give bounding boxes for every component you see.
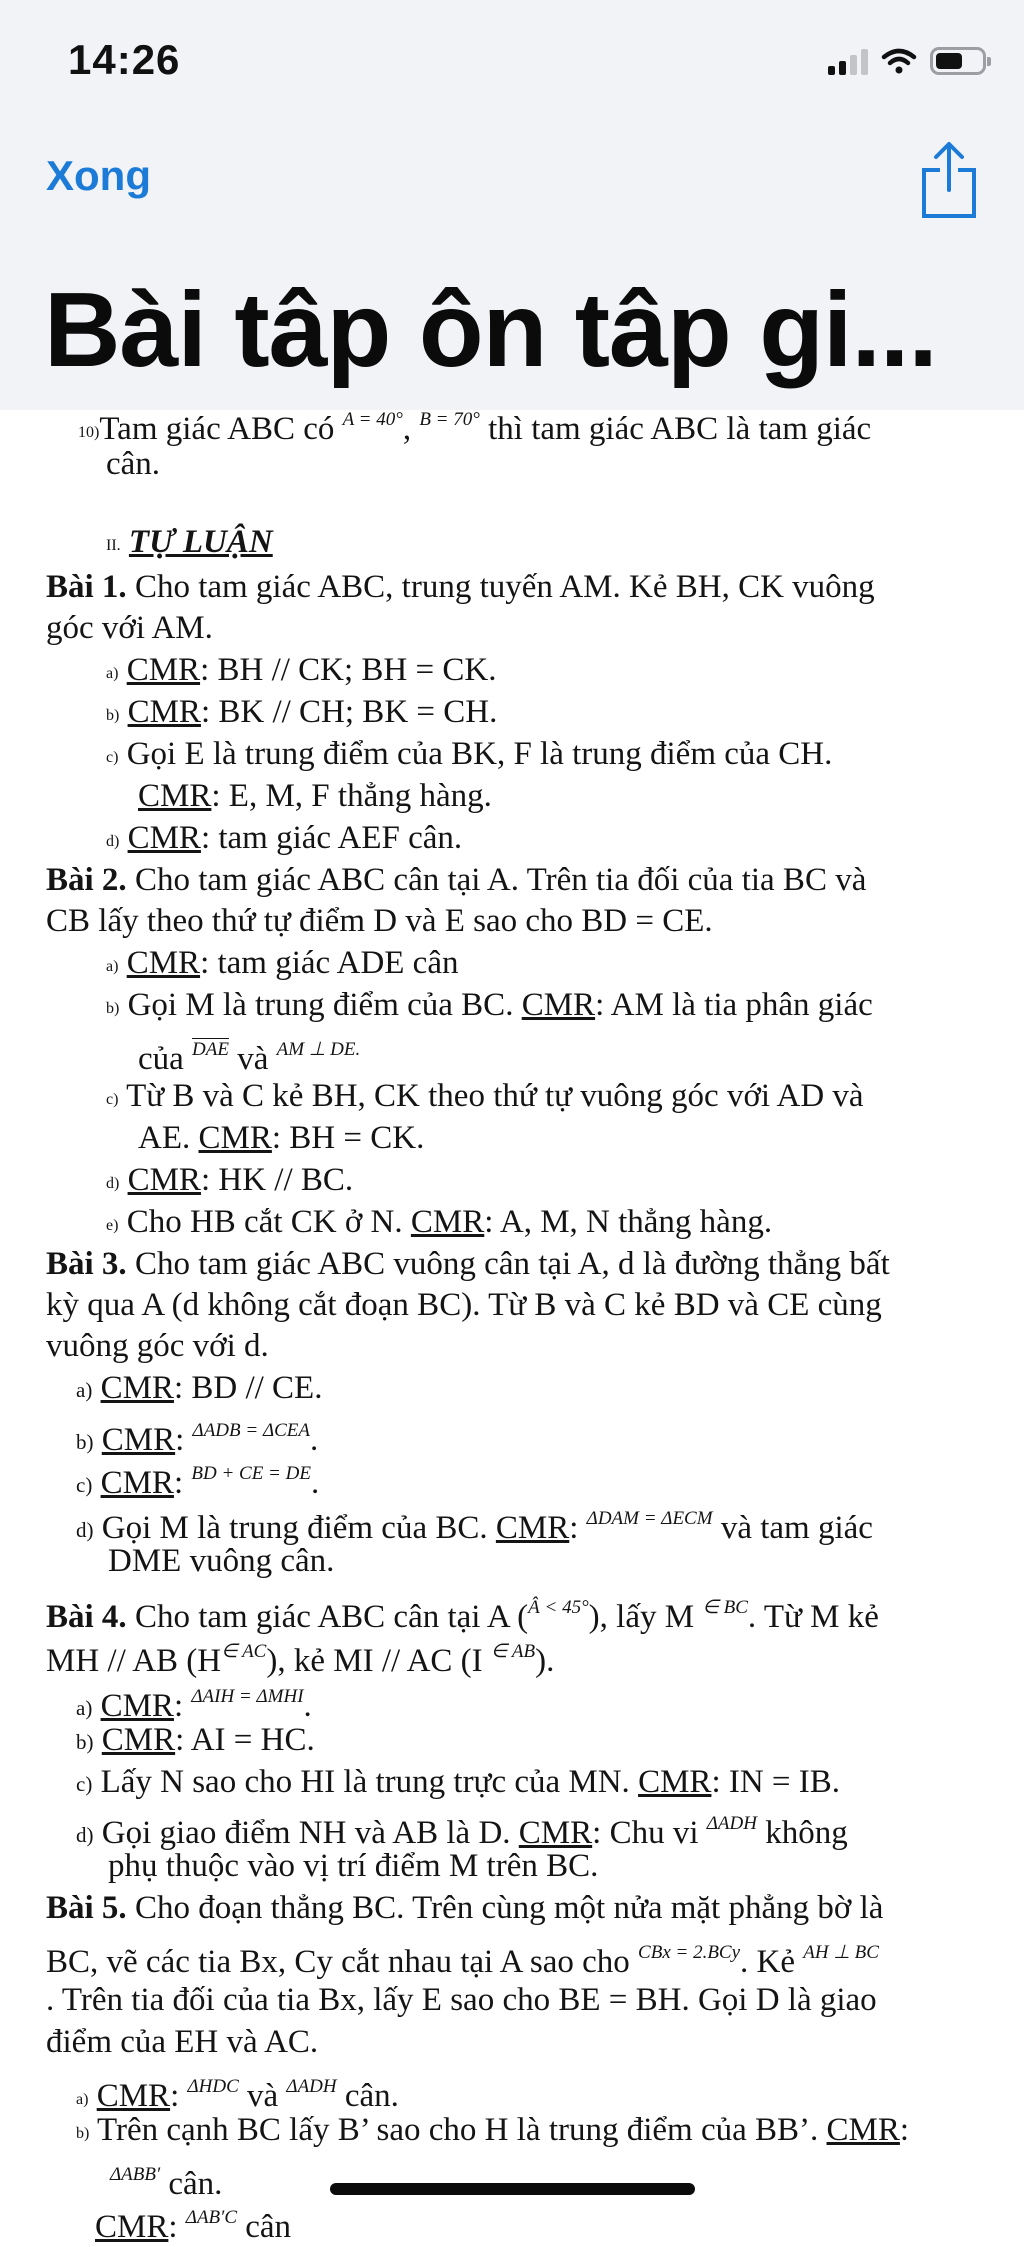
exercise-4d: d) Gọi giao điểm NH và AB là D. CMR: Chu vi $^{\Delta ADH}$ không xyxy=(76,1813,848,1851)
exercise-3a: a) CMR: BD // CE. xyxy=(76,1370,323,1406)
exercise-4b: b) CMR: AI = HC. xyxy=(76,1722,315,1758)
exercise-3-intro-cont-2: vuông góc với d. xyxy=(46,1328,269,1364)
exercise-1-intro: Bài 1. Cho tam giác ABC, trung tuyến AM. Kẻ BH, CK vuông xyxy=(46,569,875,605)
battery-icon xyxy=(930,47,986,75)
exercise-3-intro: Bài 3. Cho tam giác ABC vuông cân tại A, d là đường thẳng bất xyxy=(46,1246,890,1282)
exercise-2c-cont: AE. CMR: BH = CK. xyxy=(138,1120,425,1156)
exercise-4-intro: Bài 4. Cho tam giác ABC cân tại A ($^{Â < 45^\circ}$), lấy M $^{\in BC}$. Từ M kẻ xyxy=(46,1597,879,1635)
done-button[interactable]: Xong xyxy=(46,152,151,199)
exercise-5c-partial: CMR: $^{\Delta AB'C}$ cân xyxy=(95,2207,292,2245)
exercise-3d: d) Gọi M là trung điểm của BC. CMR: $^{\Delta DAM = \Delta ECM}$ và tam giác xyxy=(76,1508,873,1546)
navigation-header xyxy=(0,0,1024,410)
exercise-2b: b) Gọi M là trung điểm của BC. CMR: AM là tia phân giác xyxy=(106,987,873,1023)
exercise-2a: a) CMR: tam giác ADE cân xyxy=(106,945,459,981)
exercise-3b: b) CMR: $^{\Delta ADB = \Delta CEA}$. xyxy=(76,1420,319,1458)
exercise-5-intro-cont: BC, vẽ các tia Bx, Cy cắt nhau tại A sao cho $^{CBx = 2.BCy}$. Kẻ $^{AH \perp BC}$ xyxy=(46,1942,879,1980)
exercise-2c: c) Từ B và C kẻ BH, CK theo thứ tự vuông góc với AD và xyxy=(106,1078,864,1114)
wifi-icon xyxy=(882,48,916,74)
share-icon[interactable] xyxy=(918,140,980,220)
home-indicator[interactable] xyxy=(330,2183,695,2195)
exercise-5b: b) Trên cạnh BC lấy B’ sao cho H là trung điểm của BB’. CMR: xyxy=(76,2112,910,2148)
exercise-1b: b) CMR: BK // CH; BK = CH. xyxy=(106,694,498,730)
exercise-5-intro-cont-2: . Trên tia đối của tia Bx, lấy E sao cho BE = BH. Gọi D là giao xyxy=(46,1982,877,2018)
exercise-3c: c) CMR: $^{BD + CE = DE}$. xyxy=(76,1463,320,1501)
exercise-1-intro-cont: góc với AM. xyxy=(46,610,213,646)
exercise-5-intro-cont-3: điểm của EH và AC. xyxy=(46,2024,319,2060)
exercise-5-intro: Bài 5. Cho đoạn thẳng BC. Trên cùng một nửa mặt phẳng bờ là xyxy=(46,1890,884,1926)
exercise-4a: a) CMR: $^{\Delta AIH = \Delta MHI}$. xyxy=(76,1686,312,1724)
section-heading: II. TỰ LUẬN xyxy=(106,524,273,560)
exercise-5a: a) CMR: $^{\Delta HDC}$ và $^{\Delta ADH}$ cân. xyxy=(76,2076,399,2114)
exercise-4d-cont: phụ thuộc vào vị trí điểm M trên BC. xyxy=(108,1848,599,1884)
exercise-1a: a) CMR: BH // CK; BH = CK. xyxy=(106,652,497,688)
exercise-1c-cont: CMR: E, M, F thẳng hàng. xyxy=(138,778,492,814)
exercise-2d: d) CMR: HK // BC. xyxy=(106,1162,354,1198)
page-title: Bài tâp ôn tâp gi... xyxy=(44,271,937,389)
status-icons xyxy=(828,46,986,76)
exercise-5b-cont: $^{\Delta ABB'}$ cân. xyxy=(110,2164,223,2202)
cellular-signal-icon xyxy=(828,47,868,75)
mc-question-10: 10)Tam giác ABC có $^{A = 40^\circ}$, $^{B = 70^\circ}$ thì tam giác ABC là tam giác xyxy=(78,409,872,447)
exercise-1d: d) CMR: tam giác AEF cân. xyxy=(106,820,463,856)
exercise-2e: e) Cho HB cắt CK ở N. CMR: A, M, N thẳng hàng. xyxy=(106,1204,773,1240)
status-time: 14:26 xyxy=(68,36,181,83)
exercise-3-intro-cont: kỳ qua A (d không cắt đoạn BC). Từ B và C kẻ BD và CE cùng xyxy=(46,1287,882,1323)
exercise-4-intro-cont: MH // AB $(H^{\in AC})$, kẻ MI // AC (I $^{\in AB}$). xyxy=(46,1641,555,1679)
exercise-3d-cont: DME vuông cân. xyxy=(108,1543,335,1579)
exercise-2-intro: Bài 2. Cho tam giác ABC cân tại A. Trên tia đối của tia BC và xyxy=(46,862,867,898)
exercise-2-intro-cont: CB lấy theo thứ tự điểm D và E sao cho BD = CE. xyxy=(46,903,713,939)
mc-question-10-cont: cân. xyxy=(106,446,161,482)
exercise-1c: c) Gọi E là trung điểm của BK, F là trung điểm của CH. xyxy=(106,736,833,772)
exercise-2b-cont: của $^{\overline{DAE}}$ và $^{AM \perp DE.}$ xyxy=(138,1039,361,1077)
exercise-4c: c) Lấy N sao cho HI là trung trực của MN. CMR: IN = IB. xyxy=(76,1764,841,1800)
document-content xyxy=(0,409,1024,2245)
